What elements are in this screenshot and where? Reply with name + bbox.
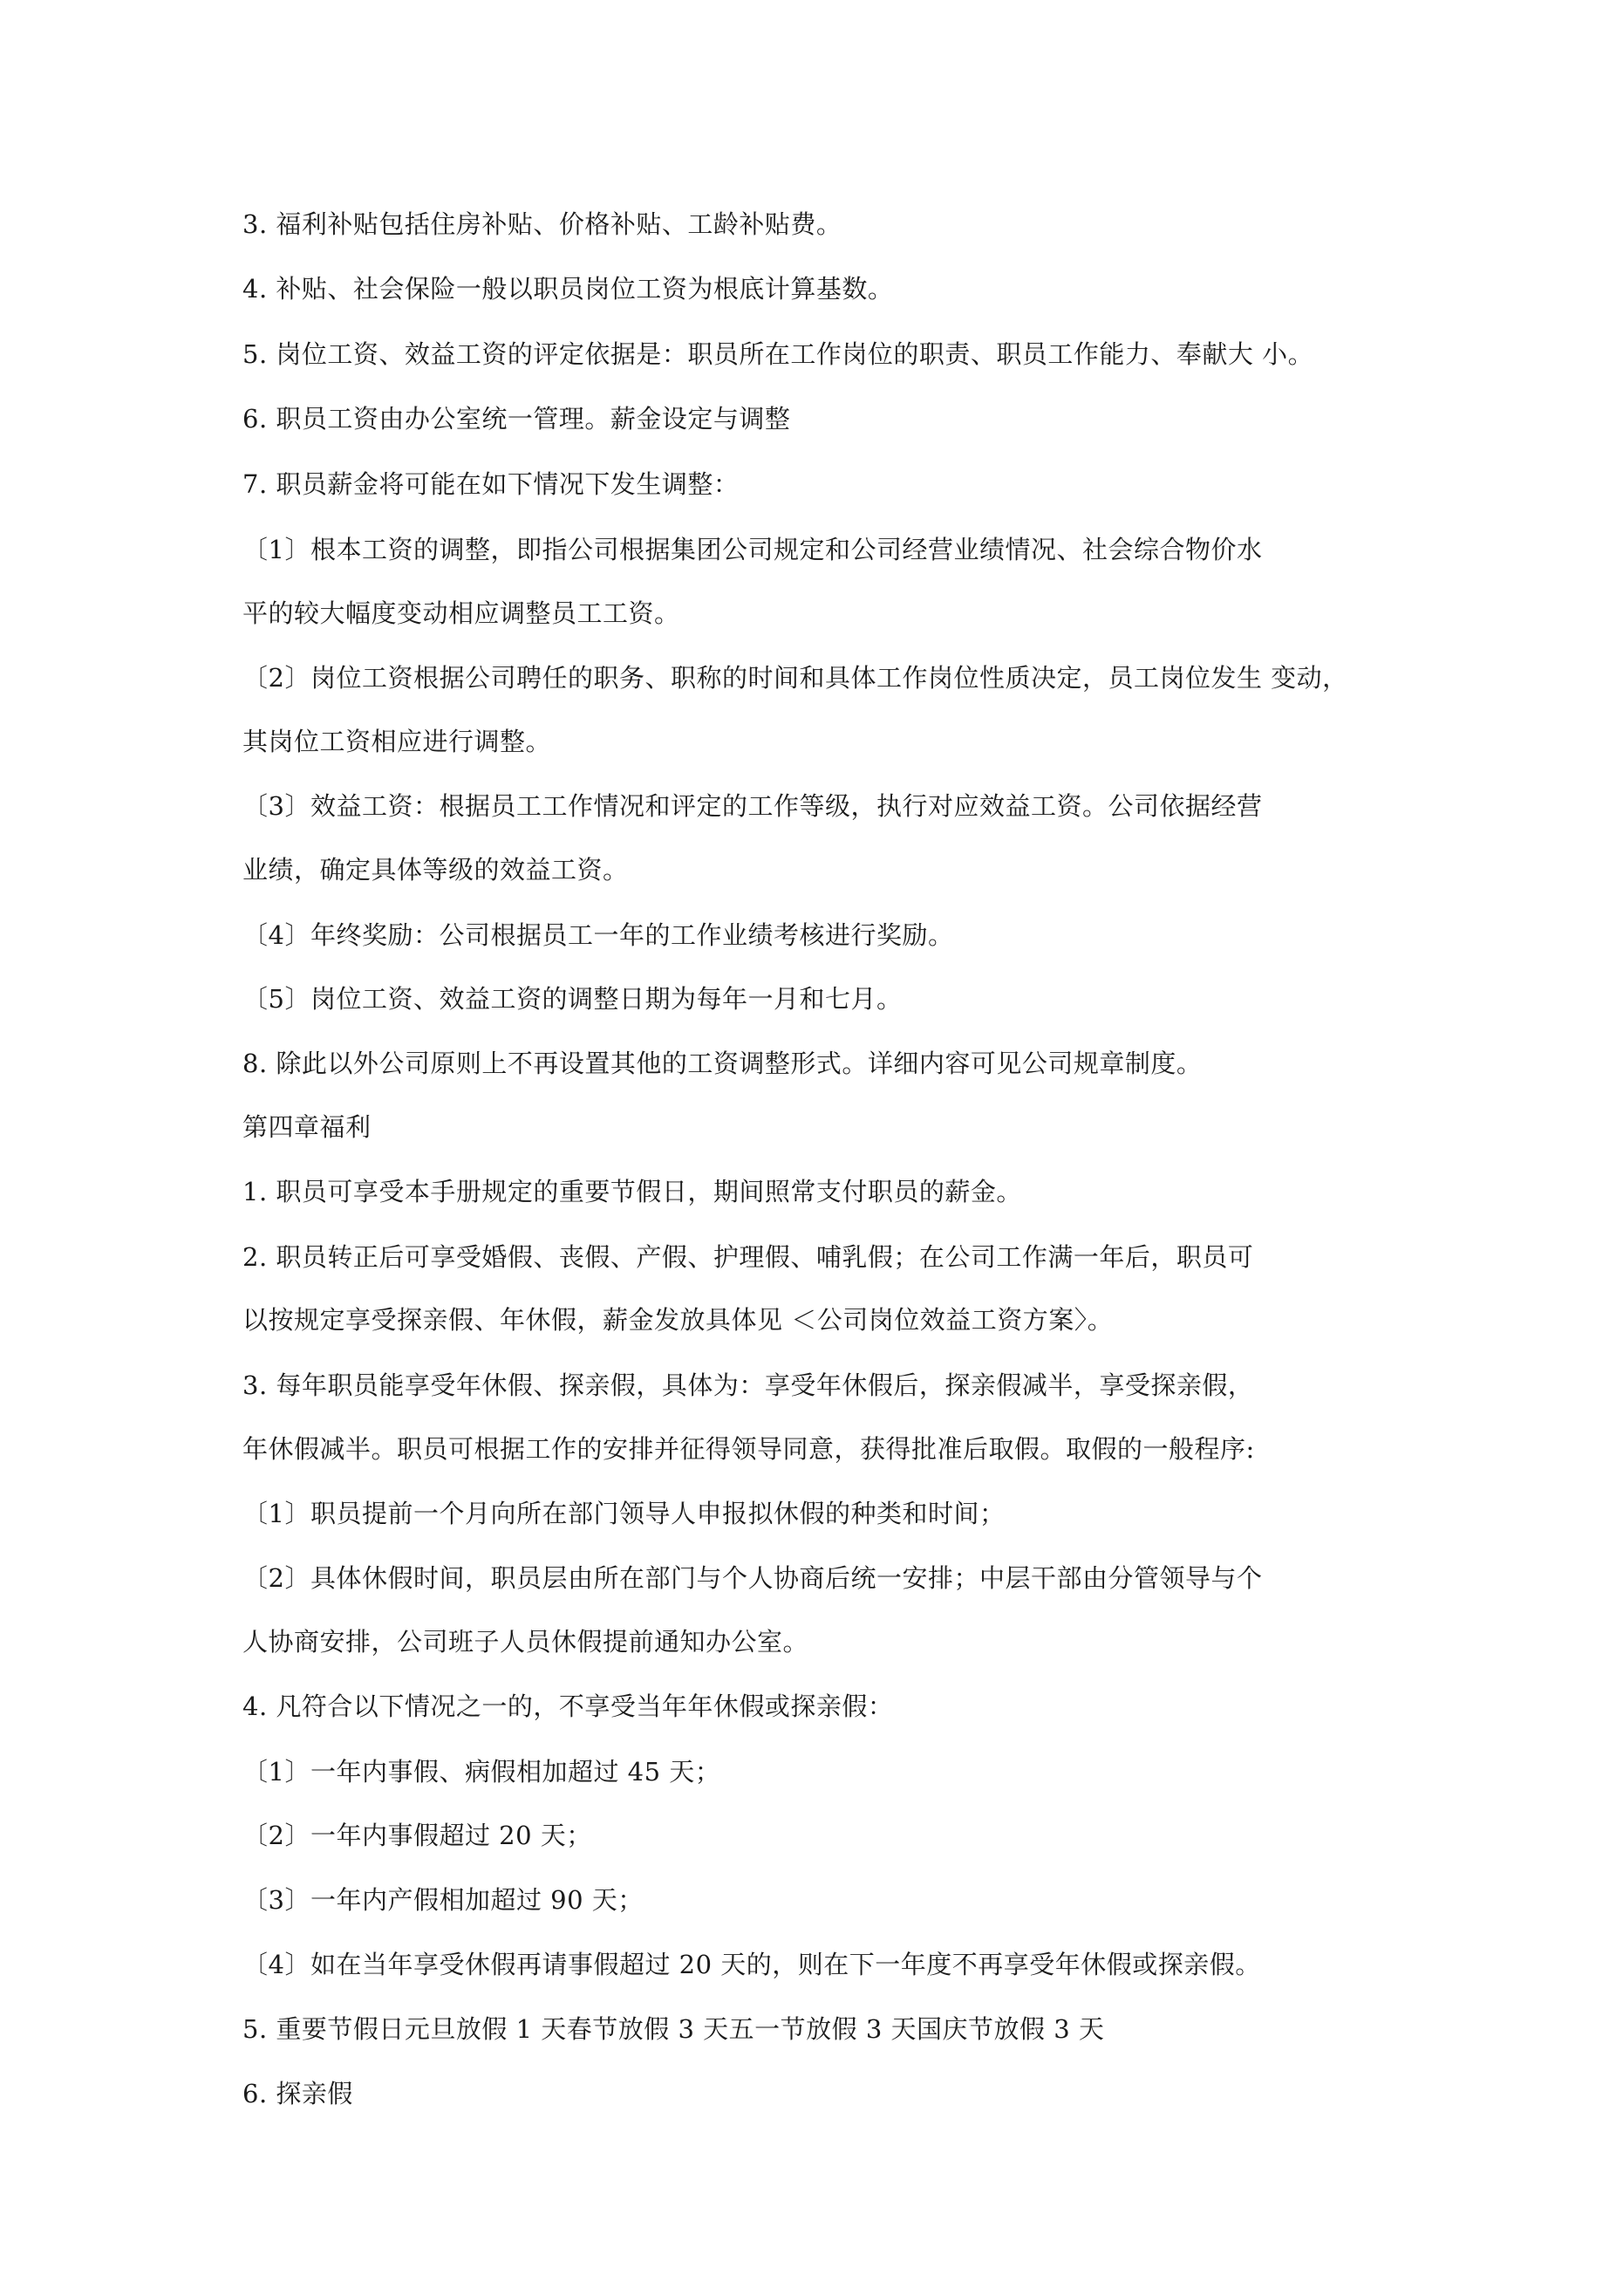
leave-types-item: 2. 职员转正后可享受婚假、丧假、产假、护理假、哺乳假；在公司工作满一年后，职员可	[242, 1242, 1254, 1272]
salary-adjustment-item: 7. 职员薪金将可能在如下情况下发生调整：	[242, 469, 740, 499]
sub-item-1: 〔1〕根本工资的调整，即指公司根据集团公司规定和公司经营业绩情况、社会综合物价水	[242, 535, 1263, 564]
sub-item-3: 〔3〕效益工资：根据员工工作情况和评定的工作等级，执行对应效益工资。公司依据经营	[242, 791, 1263, 821]
sub-item-3-continued: 业绩，确定具体等级的效益工资。	[242, 855, 629, 885]
procedure-sub-item-2-continued: 人协商安排，公司班子人员休假提前通知办公室。	[242, 1627, 809, 1657]
home-leave-item: 6. 探亲假	[242, 2079, 353, 2108]
procedure-sub-item-2: 〔2〕具体休假时间，职员层由所在部门与个人协商后统一安排；中层干部由分管领导与个	[242, 1563, 1263, 1593]
exclusion-sub-item-3: 〔3〕一年内产假相加超过 90 天；	[242, 1885, 644, 1915]
exclusion-sub-item-1: 〔1〕一年内事假、病假相加超过 45 天；	[242, 1757, 721, 1787]
evaluation-basis-item: 5. 岗位工资、效益工资的评定依据是：职员所在工作岗位的职责、职员工作能力、奉献大 小。	[242, 339, 1314, 369]
sub-item-1-continued: 平的较大幅度变动相应调整员工工资。	[242, 598, 680, 628]
sub-item-5: 〔5〕岗位工资、效益工资的调整日期为每年一月和七月。	[242, 984, 903, 1014]
exclusion-sub-item-4: 〔4〕如在当年享受休假再请事假超过 20 天的，则在下一年度不再享受年休假或探亲假。	[242, 1950, 1261, 1979]
welfare-subsidy-item: 3. 福利补贴包括住房补贴、价格补贴、工龄补贴费。	[242, 209, 842, 239]
sub-item-2: 〔2〕岗位工资根据公司聘任的职务、职称的时间和具体工作岗位性质决定，员工岗位发生 变动，	[242, 663, 1348, 693]
sub-item-4: 〔4〕年终奖励：公司根据员工一年的工作业绩考核进行奖励。	[242, 920, 954, 950]
public-holidays-item: 5. 重要节假日元旦放假 1 天春节放假 3 天五一节放假 3 天国庆节放假 3 天	[242, 2014, 1105, 2044]
leave-types-continued: 以按规定享受探亲假、年休假，薪金发放具体见 ＜公司岗位效益工资方案〉。	[242, 1305, 1114, 1335]
subsidy-base-item: 4. 补贴、社会保险一般以职员岗位工资为根底计算基数。	[242, 274, 894, 304]
chapter-heading: 第四章福利	[242, 1112, 372, 1142]
other-adjustment-item: 8. 除此以外公司原则上不再设置其他的工资调整形式。详细内容可见公司规章制度。	[242, 1049, 1203, 1078]
exclusion-item: 4. 凡符合以下情况之一的，不享受当年年休假或探亲假：	[242, 1691, 894, 1721]
holiday-pay-item: 1. 职员可享受本手册规定的重要节假日，期间照常支付职员的薪金。	[242, 1177, 1022, 1206]
sub-item-2-continued: 其岗位工资相应进行调整。	[242, 727, 552, 756]
salary-management-item: 6. 职员工资由办公室统一管理。薪金设定与调整	[242, 404, 791, 434]
procedure-sub-item-1: 〔1〕职员提前一个月向所在部门领导人申报拟休假的种类和时间；	[242, 1499, 1006, 1528]
annual-leave-continued: 年休假减半。职员可根据工作的安排并征得领导同意，获得批准后取假。取假的一般程序:	[242, 1434, 1255, 1464]
exclusion-sub-item-2: 〔2〕一年内事假超过 20 天；	[242, 1821, 592, 1850]
annual-leave-item: 3. 每年职员能享受年休假、探亲假，具体为：享受年休假后，探亲假减半，享受探亲假，	[242, 1370, 1254, 1400]
